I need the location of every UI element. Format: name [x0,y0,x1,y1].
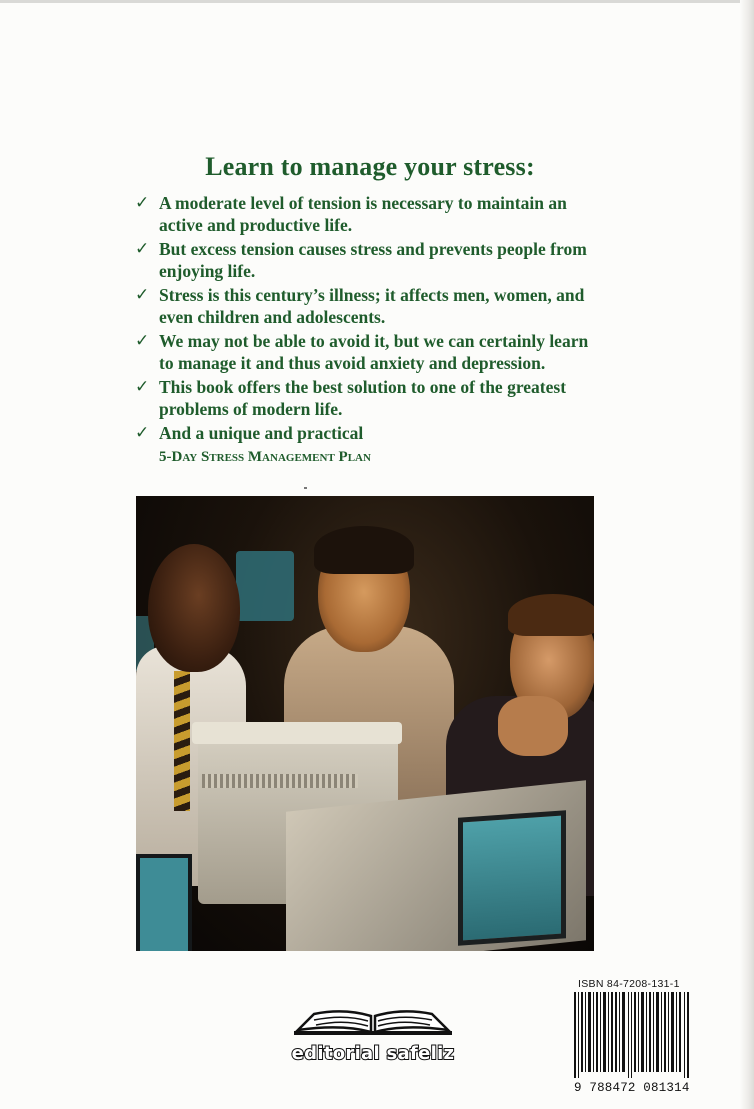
person-right-hair [508,594,594,636]
monitor-screen-left [136,854,192,951]
person-left-tie [174,671,190,811]
checkmark-icon: ✓ [135,285,150,305]
monitor-vents [202,774,358,788]
checkmark-icon: ✓ [135,239,150,259]
checkmark-icon: ✓ [135,331,150,351]
list-item-text: A moderate level of tension is necessary to maintain an active and productive life. [159,193,567,235]
checkmark-icon: ✓ [135,423,150,443]
list-item-text: This book offers the best solution to one of the greatest problems of modern life. [159,377,567,419]
person-center-hair [314,526,414,574]
list-item-text: And a unique and practical [159,423,364,443]
list-item [133,239,603,282]
list-item-text: We may not be able to avoid it, but we can certainly learn to manage it and thus avoid anxiety and depression. [159,331,589,373]
crt-monitor-top [192,722,402,744]
publisher-name: editorial safeliz [291,1043,455,1064]
benefit-list [133,193,603,471]
person-right-hand [498,696,568,756]
open-book-icon [294,1008,452,1036]
list-item [133,285,603,328]
background-monitor-screen [236,551,294,621]
checkmark-icon: ✓ [135,193,150,213]
checkmark-icon: ✓ [135,377,150,397]
barcode-icon [574,992,690,1078]
speck [304,487,307,489]
list-item [133,331,603,374]
list-item-text: But excess tension causes stress and prevents people from enjoying life. [159,239,587,281]
list-item [133,423,603,468]
list-item-text: Stress is this century’s illness; it affects men, women, and even children and adolescents. [159,285,585,327]
person-left-head [148,544,240,672]
list-item [133,377,603,420]
list-item [133,193,603,236]
page-right-edge [740,0,754,1109]
barcode-number: 9 788472 081314 [574,1081,690,1095]
cover-photo [136,496,594,951]
monitor-screen [458,810,566,946]
isbn-label: ISBN 84-7208-131-1 [578,978,680,990]
plan-name: 5-Day Stress Management Plan [159,448,371,465]
cover-title: Learn to manage your stress: [205,152,535,181]
page-top-edge [0,0,754,3]
